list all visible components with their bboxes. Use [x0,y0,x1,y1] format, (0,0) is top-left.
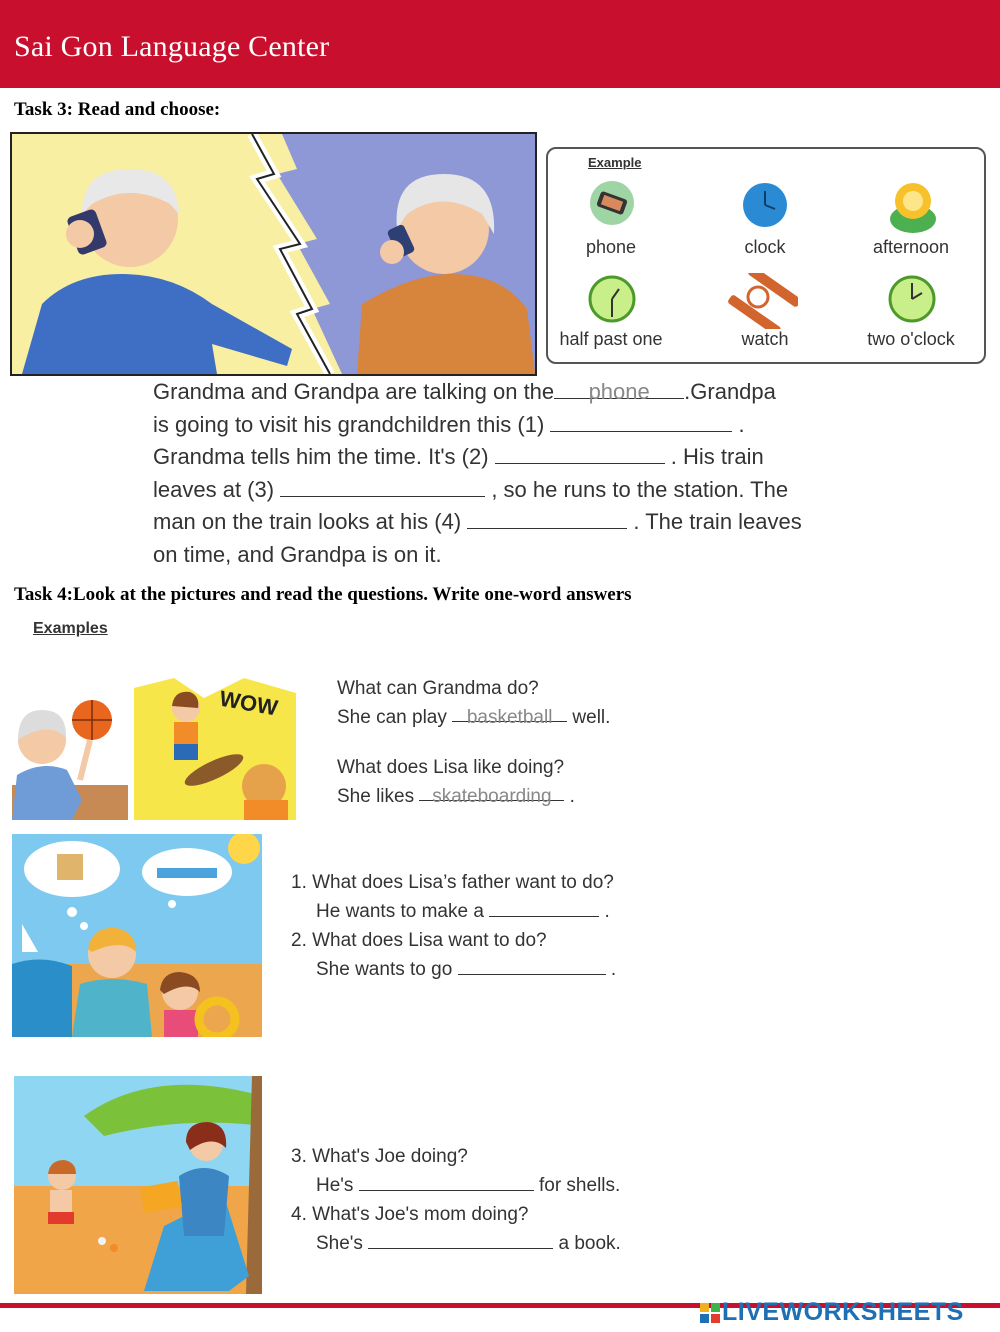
word-phone: phone [585,237,637,257]
questions-1-2 [291,868,616,984]
story-paragraph [153,376,873,571]
word-afternoon: afternoon [872,237,950,257]
story-text: . The train leaves [633,509,802,534]
answer-blank-1[interactable] [550,409,732,432]
lisa-skateboarding-illustration [134,678,296,820]
answer-text: She's [316,1233,363,1254]
example-questions [337,674,610,811]
task4-title: Task 4:Look at the pictures and read the questions. Write one-word answers [14,584,632,605]
answer-blank-q2[interactable] [458,956,606,975]
word-watch: watch [741,329,789,349]
grandma-basketball-illustration [12,690,128,820]
answer-text: . [604,901,610,922]
story-line [153,474,873,507]
header-bar [0,0,1000,88]
liveworksheets-logo-icon [700,1303,720,1323]
answer-line-1 [291,897,616,926]
footer-brand [700,1298,964,1327]
answer-text: He wants to make a [316,901,484,922]
story-text: man on the train looks at his (4) [153,509,462,534]
question-3: 3. What's Joe doing? [291,1146,468,1167]
examples-label: Examples [33,620,108,637]
clock-two-oclock-icon [888,273,936,325]
answer-example-basketball: basketball [452,703,567,722]
story-line [153,506,873,539]
question-2: 2. What does Lisa want to do? [291,930,547,951]
word-box [546,147,986,364]
answer-text: She wants to go [316,959,453,980]
task3-title: Task 3: Read and choose: [14,99,221,120]
story-text: .Grandpa [684,379,776,404]
answer-blank-q3[interactable] [359,1172,534,1191]
answer-blank-q1[interactable] [489,898,599,917]
sun-icon [888,179,938,237]
answer-line-4 [291,1229,621,1258]
grandparents-phone-illustration [10,132,537,376]
answer-text: She can play [337,707,447,728]
question-4: 4. What's Joe's mom doing? [291,1204,529,1225]
beach-joe-mom-illustration [14,1076,262,1294]
story-text: Grandma tells him the time. It's (2) [153,444,489,469]
answer-text: a book. [558,1233,621,1254]
story-text: , so he runs to the station. The [491,476,789,502]
story-text: . [738,411,745,437]
example-answer-2 [337,782,610,811]
word-half-past-one: half past one [559,329,663,349]
answer-line-3 [291,1171,621,1200]
story-line: on time, and Grandpa is on it. [153,541,442,567]
story-line [153,441,873,474]
story-line [153,409,873,442]
answer-text: He's [316,1175,354,1196]
answer-line-2 [291,955,616,984]
question-1: 1. What does Lisa’s father want to do? [291,872,614,893]
answer-text: well. [572,707,611,728]
answer-example-skateboarding: skateboarding [419,782,564,801]
story-line [153,376,873,409]
example-question-1: What can Grandma do? [337,678,539,699]
answer-blank-4[interactable] [467,506,627,529]
answer-example-phone: phone [554,376,684,399]
clock-icon [741,179,789,231]
answer-blank-q4[interactable] [368,1230,553,1249]
footer-brand-text: LIVEWORKSHEETS [722,1298,964,1326]
word-clock: clock [744,237,786,257]
page-title: Sai Gon Language Center [14,30,330,63]
word-two-oclock: two o'clock [867,329,955,349]
example-label: Example [588,155,642,170]
answer-text: . [569,786,575,807]
example-answer-1 [337,703,610,732]
questions-3-4 [291,1142,621,1258]
answer-text: . [610,959,617,980]
answer-blank-2[interactable] [495,441,665,464]
story-text: leaves at (3) [153,476,275,502]
phone-icon [588,179,636,227]
clock-half-past-one-icon [588,273,636,325]
story-text: . His train [670,444,764,469]
answer-text: She likes [337,786,415,807]
story-text: is going to visit his grandchildren this (1) [153,411,545,437]
example-question-2: What does Lisa like doing? [337,757,565,778]
wow-text: WOW [217,685,280,721]
watch-icon [728,273,798,329]
beach-father-lisa-illustration [12,834,262,1037]
answer-text: for shells. [538,1175,621,1196]
story-text: Grandma and Grandpa are talking on the [153,379,555,404]
answer-blank-3[interactable] [280,474,485,497]
